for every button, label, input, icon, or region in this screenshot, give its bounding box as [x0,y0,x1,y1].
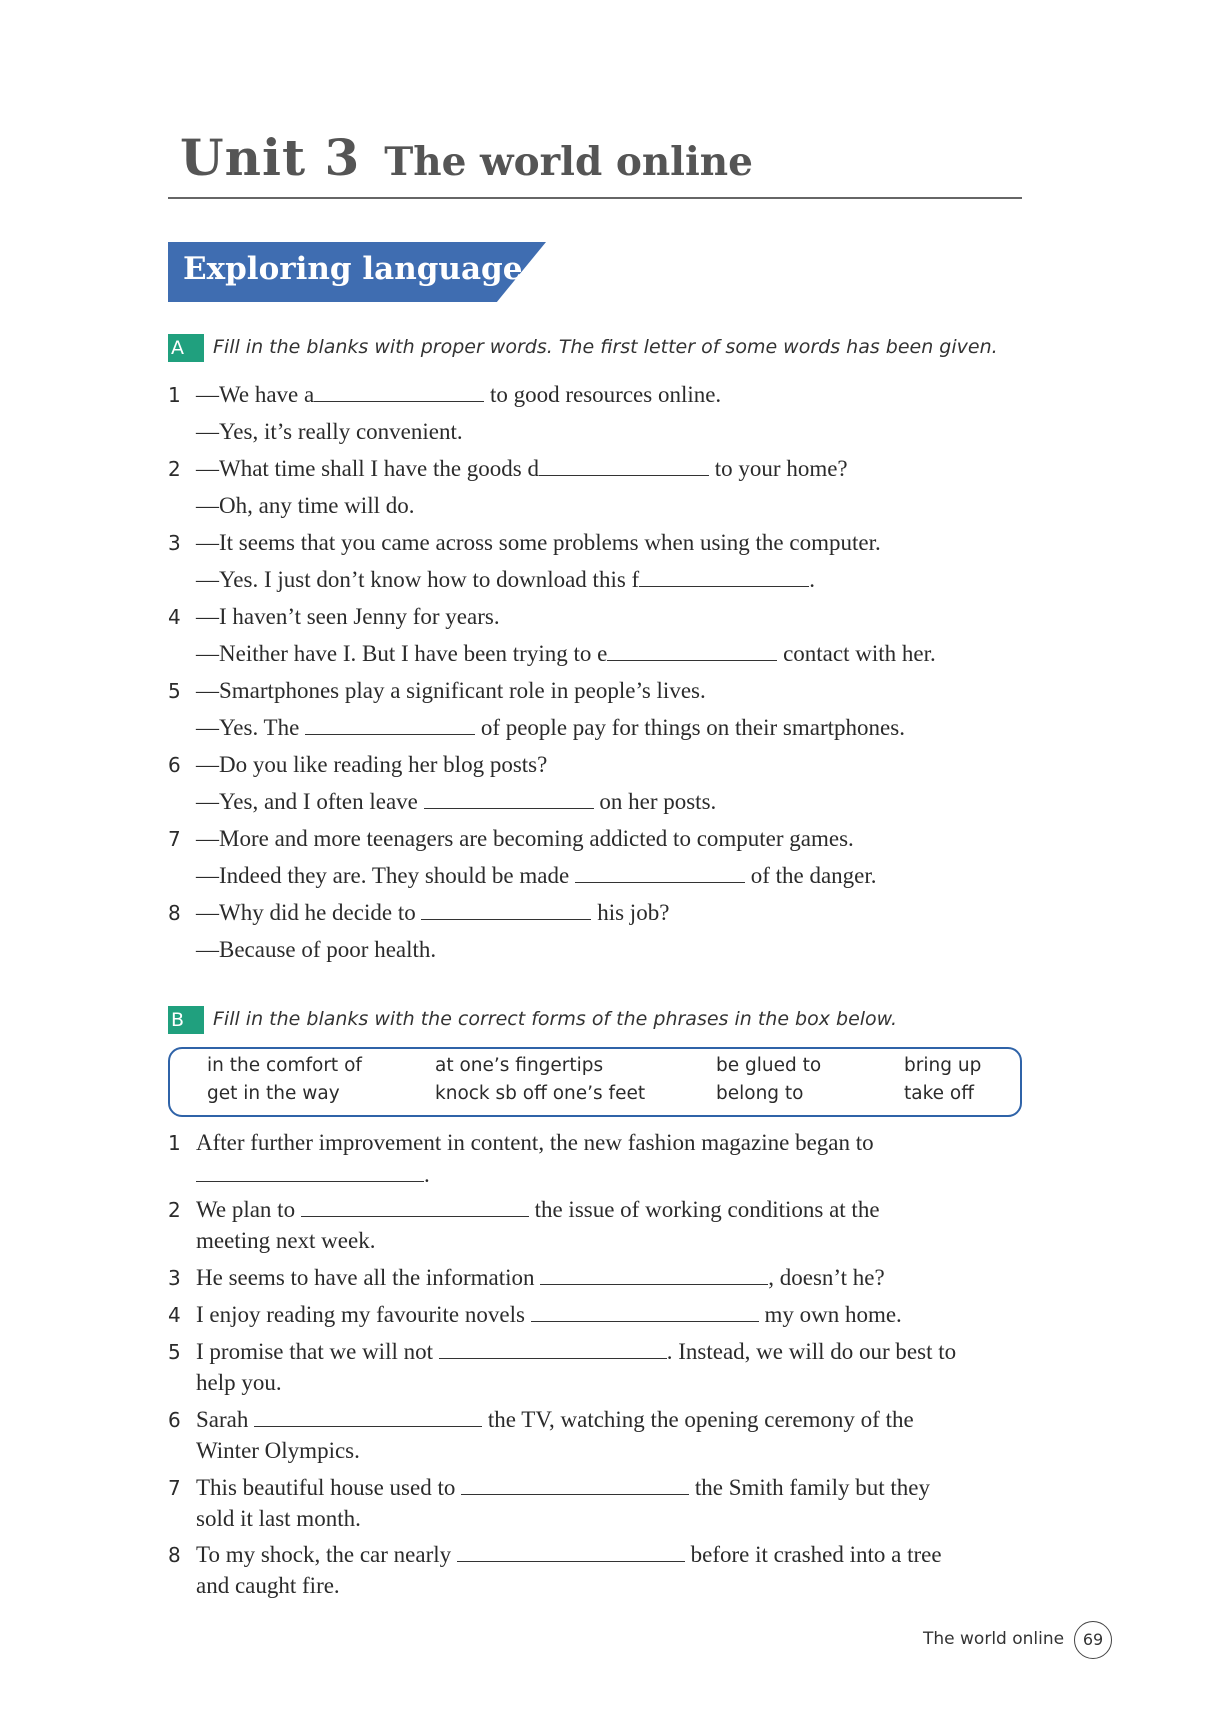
b-item-3-number: 3 [168,1266,181,1290]
text: —We have a [196,382,315,407]
answer-blank[interactable] [575,864,745,883]
text: before it crashed into a tree [684,1542,942,1567]
answer-blank[interactable] [539,457,709,476]
text: —Neither have I. But I have been trying to e [196,641,608,666]
a-item-7-number: 7 [168,827,181,851]
a-item-8-line-2: —Because of poor health. [196,937,437,962]
b-item-8-number: 8 [168,1543,181,1567]
b-item-5-number: 5 [168,1340,181,1364]
a-item-6-line-2 [196,787,716,817]
text: —Yes, and I often leave [196,789,424,814]
a-item-3-number: 3 [168,531,181,555]
text: —Yes. I just don’t know how to download this f [196,567,640,592]
answer-blank[interactable] [421,901,591,920]
answer-blank[interactable] [457,1543,685,1562]
b-item-4-number: 4 [168,1303,181,1327]
section-banner-title: Exploring language [183,251,523,287]
b-item-6-line-2: Winter Olympics. [196,1438,360,1463]
a-item-8-number: 8 [168,901,181,925]
b-item-5-line-1 [196,1337,956,1367]
text: of people pay for things on their smartphones. [475,715,905,740]
text: . Instead, we will do our best to [666,1339,957,1364]
phrase-item: bring up [904,1055,982,1076]
text: I enjoy reading my favourite novels [196,1302,531,1327]
answer-blank[interactable] [607,642,777,661]
b-item-6-line-1 [196,1405,914,1435]
a-item-8-line-1 [196,898,669,928]
a-item-5-line-1: —Smartphones play a significant role in people’s lives. [196,678,706,703]
text: to good resources online. [484,382,722,407]
answer-blank[interactable] [254,1408,482,1427]
text: To my shock, the car nearly [196,1542,457,1567]
a-item-2-number: 2 [168,457,181,481]
text: on her posts. [593,789,717,814]
section-a-badge: A [168,334,204,362]
text: the TV, watching the opening ceremony of the [482,1407,914,1432]
b-item-2-line-1 [196,1195,880,1225]
text: We plan to [196,1197,301,1222]
a-item-1-line-1 [196,380,721,410]
a-item-4-number: 4 [168,605,181,629]
text: contact with her. [777,641,936,666]
a-item-7-line-2 [196,861,877,891]
b-item-3-line-1 [196,1263,885,1293]
a-item-3-line-2 [196,565,815,595]
a-item-6-number: 6 [168,753,181,777]
answer-blank[interactable] [196,1163,424,1182]
b-item-7-number: 7 [168,1476,181,1500]
text: of the danger. [744,863,877,888]
text: Sarah [196,1407,255,1432]
text: the Smith family but they [689,1475,930,1500]
unit-name: The world online [384,139,753,185]
a-item-4-line-1: —I haven’t seen Jenny for years. [196,604,500,629]
b-item-7-line-2: sold it last month. [196,1506,361,1531]
b-item-7-line-1 [196,1473,930,1503]
b-item-8-line-2: and caught fire. [196,1573,340,1598]
b-item-6-number: 6 [168,1408,181,1432]
a-item-4-line-2 [196,639,936,669]
text: . [424,1162,430,1187]
b-item-2-line-2: meeting next week. [196,1228,376,1253]
text: I promise that we will not [196,1339,439,1364]
answer-blank[interactable] [639,568,809,587]
a-item-1-number: 1 [168,383,181,407]
page-number: 69 [1074,1621,1112,1659]
text: —Yes. The [196,715,306,740]
running-title: The world online [923,1629,1065,1649]
b-item-1-number: 1 [168,1131,181,1155]
phrase-item: be glued to [716,1055,822,1076]
b-item-2-number: 2 [168,1198,181,1222]
a-item-2-line-1 [196,454,848,484]
a-item-3-line-1: —It seems that you came across some problems when using the computer. [196,530,881,555]
a-item-6-line-1: —Do you like reading her blog posts? [196,752,548,777]
text: my own home. [758,1302,902,1327]
unit-heading [180,128,753,187]
phrase-item: belong to [716,1083,804,1104]
text: —Indeed they are. They should be made [196,863,575,888]
text: —Why did he decide to [196,900,422,925]
title-rule [168,197,1022,199]
text: to your home? [709,456,848,481]
text: He seems to have all the information [196,1265,541,1290]
a-item-1-line-2: —Yes, it’s really convenient. [196,419,463,444]
answer-blank[interactable] [540,1266,768,1285]
answer-blank[interactable] [301,1198,529,1217]
section-a-instruction: Fill in the blanks with proper words. The first letter of some words has been given. [213,336,998,358]
text: his job? [591,900,670,925]
b-item-1-line-1: After further improvement in content, the new fashion magazine began to [196,1130,874,1155]
text: the issue of working conditions at the [528,1197,880,1222]
section-b-badge: B [168,1006,204,1034]
text: —What time shall I have the goods d [196,456,540,481]
a-item-5-number: 5 [168,679,181,703]
answer-blank[interactable] [424,790,594,809]
answer-blank[interactable] [305,716,475,735]
a-item-5-line-2 [196,713,905,743]
phrase-item: in the comfort of [207,1055,362,1076]
answer-blank[interactable] [461,1476,689,1495]
answer-blank[interactable] [314,383,484,402]
text: This beautiful house used to [196,1475,462,1500]
section-b-instruction: Fill in the blanks with the correct forms of the phrases in the box below. [213,1008,898,1030]
phrase-item: take off [904,1083,974,1104]
b-item-1-line-2 [196,1160,430,1190]
answer-blank[interactable] [439,1340,667,1359]
answer-blank[interactable] [531,1303,759,1322]
b-item-8-line-1 [196,1540,942,1570]
text: , doesn’t he? [768,1265,885,1290]
phrase-item: at one’s fingertips [435,1055,604,1076]
unit-label: Unit 3 [180,128,361,187]
text: . [809,567,815,592]
phrase-item: get in the way [207,1083,340,1104]
b-item-4-line-1 [196,1300,902,1330]
b-item-5-line-2: help you. [196,1370,282,1395]
phrase-item: knock sb off one’s feet [435,1083,646,1104]
a-item-2-line-2: —Oh, any time will do. [196,493,415,518]
a-item-7-line-1: —More and more teenagers are becoming addicted to computer games. [196,826,854,851]
